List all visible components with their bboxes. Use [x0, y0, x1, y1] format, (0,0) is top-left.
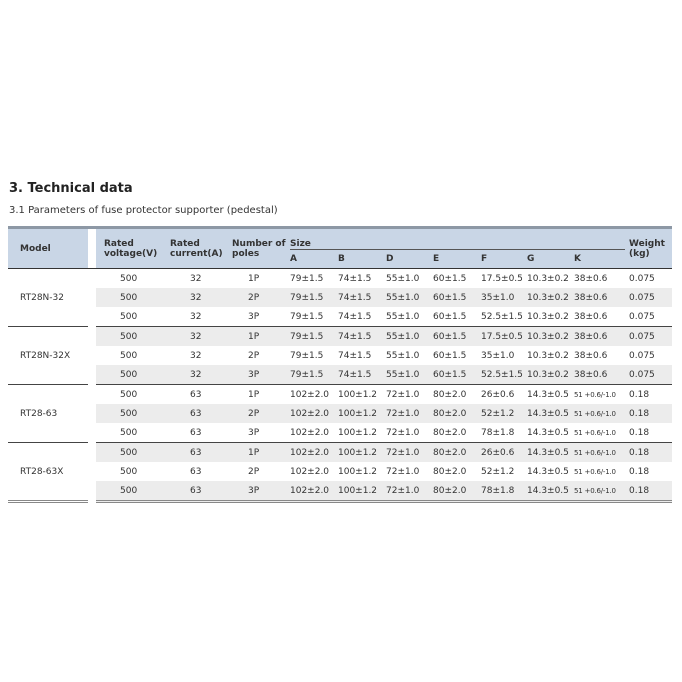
- header-size-g: G: [527, 250, 574, 269]
- header-size-d: D: [386, 250, 433, 269]
- cell: 102±2.0: [290, 481, 338, 502]
- cell: 3P: [232, 307, 290, 327]
- cell: 3P: [232, 423, 290, 443]
- cell: 79±1.5: [290, 327, 338, 347]
- cell: 100±1.2: [338, 443, 386, 463]
- cell: 14.3±0.5: [527, 466, 569, 477]
- cell: 55±1.0: [386, 273, 420, 284]
- cell: 80±2.0: [433, 404, 481, 423]
- cell: 1P: [248, 389, 260, 400]
- cell: 102±2.0: [290, 423, 338, 443]
- table-row: [8, 327, 672, 347]
- technical-data-table: [8, 226, 672, 503]
- cell: 14.3±0.5: [527, 389, 569, 400]
- cell: 52±1.2: [481, 466, 515, 477]
- table-row: [8, 404, 672, 423]
- header-voltage: Rated voltage(V): [96, 228, 166, 269]
- cell: 0.18: [625, 423, 672, 443]
- cell: 35±1.0: [481, 288, 527, 307]
- cell: 32: [166, 365, 232, 385]
- model-cell: RT28N-32: [8, 269, 88, 327]
- cell: 500: [96, 327, 166, 347]
- cell: 500: [96, 288, 166, 307]
- cell: 74±1.5: [338, 307, 386, 327]
- cell: 2P: [232, 288, 290, 307]
- table-row: [8, 462, 672, 481]
- cell: 74±1.5: [338, 365, 386, 385]
- cell: 51 +0.6/-1.0: [574, 390, 616, 399]
- cell: 72±1.0: [386, 466, 420, 477]
- cell: 63: [166, 443, 232, 463]
- cell: 38±0.6: [574, 288, 625, 307]
- cell: 55±1.0: [386, 307, 433, 327]
- cell: 0.075: [629, 350, 655, 361]
- cell: 10.3±0.2: [527, 327, 574, 347]
- cell: 60±1.5: [433, 273, 467, 284]
- cell: 102±2.0: [290, 404, 338, 423]
- cell: 60±1.5: [433, 307, 481, 327]
- cell: 14.3±0.5: [527, 481, 574, 502]
- cell: 72±1.0: [386, 423, 433, 443]
- cell: 72±1.0: [386, 443, 433, 463]
- cell: 32: [190, 350, 202, 361]
- table-row: [8, 307, 672, 327]
- cell: 500: [120, 466, 138, 477]
- cell: 35±1.0: [481, 350, 515, 361]
- cell: 2P: [248, 350, 260, 361]
- cell: 2P: [232, 404, 290, 423]
- cell: 26±0.6: [481, 443, 527, 463]
- cell: 55±1.0: [386, 350, 420, 361]
- cell: 51 +0.6/-1.0: [574, 481, 625, 502]
- cell: 74±1.5: [338, 273, 372, 284]
- table-row: [8, 481, 672, 502]
- cell: 10.3±0.2: [527, 288, 574, 307]
- cell: 10.3±0.2: [527, 365, 574, 385]
- cell: 72±1.0: [386, 389, 420, 400]
- cell: 79±1.5: [290, 288, 338, 307]
- cell: 0.075: [629, 273, 655, 284]
- table-row: [8, 423, 672, 443]
- table-row: [8, 443, 672, 463]
- cell: 100±1.2: [338, 404, 386, 423]
- cell: 78±1.8: [481, 423, 527, 443]
- header-size-b: B: [338, 250, 386, 269]
- table-row: [8, 385, 672, 405]
- header-model: Model: [8, 228, 88, 269]
- cell: 500: [120, 350, 138, 361]
- cell: 3P: [232, 481, 290, 502]
- cell: 500: [120, 389, 138, 400]
- cell: 32: [166, 327, 232, 347]
- table-row: [8, 365, 672, 385]
- cell: 14.3±0.5: [527, 423, 574, 443]
- cell: 102±2.0: [290, 466, 330, 477]
- cell: 52.5±1.5: [481, 365, 527, 385]
- cell: 32: [166, 288, 232, 307]
- cell: 74±1.5: [338, 327, 386, 347]
- cell: 0.18: [625, 443, 672, 463]
- cell: 51 +0.6/-1.0: [574, 404, 625, 423]
- model-cell: RT28-63: [8, 385, 88, 443]
- cell: 60±1.5: [433, 365, 481, 385]
- model-cell: RT28N-32X: [8, 327, 88, 385]
- cell: 102±2.0: [290, 389, 330, 400]
- cell: 32: [190, 273, 202, 284]
- header-size-k: K: [574, 250, 625, 269]
- cell: 14.3±0.5: [527, 443, 574, 463]
- cell: 1P: [248, 273, 260, 284]
- header-weight: Weight (kg): [625, 228, 672, 269]
- header-current: Rated current(A): [166, 228, 232, 269]
- cell: 51 +0.6/-1.0: [574, 423, 625, 443]
- cell: 1P: [232, 443, 290, 463]
- cell: 10.3±0.2: [527, 350, 569, 361]
- cell: 60±1.5: [433, 327, 481, 347]
- cell: 0.18: [629, 466, 650, 477]
- cell: 60±1.5: [433, 288, 481, 307]
- cell: 80±2.0: [433, 389, 467, 400]
- cell: 0.18: [629, 389, 650, 400]
- cell: 79±1.5: [290, 350, 324, 361]
- cell: 63: [166, 481, 232, 502]
- model-cell: RT28-63X: [8, 443, 88, 502]
- cell: 102±2.0: [290, 443, 338, 463]
- section-subtitle: 3.1 Parameters of fuse protector supporter (pedestal): [9, 205, 278, 216]
- cell: 500: [96, 423, 166, 443]
- cell: 0.075: [625, 327, 672, 347]
- cell: 38±0.6: [574, 307, 625, 327]
- cell: 2P: [248, 466, 260, 477]
- cell: 55±1.0: [386, 365, 433, 385]
- table-row: [8, 269, 672, 289]
- cell: 500: [96, 365, 166, 385]
- cell: 500: [96, 443, 166, 463]
- cell: 55±1.0: [386, 327, 433, 347]
- cell: 0.075: [625, 307, 672, 327]
- cell: 500: [120, 273, 138, 284]
- cell: 500: [96, 404, 166, 423]
- cell: 80±2.0: [433, 466, 467, 477]
- cell: 63: [190, 389, 202, 400]
- cell: 63: [166, 423, 232, 443]
- cell: 74±1.5: [338, 288, 386, 307]
- cell: 100±1.2: [338, 389, 378, 400]
- cell: 80±2.0: [433, 423, 481, 443]
- section-title: 3. Technical data: [9, 181, 133, 196]
- header-size: Size: [290, 228, 625, 250]
- cell: 52±1.2: [481, 404, 527, 423]
- cell: 38±0.6: [574, 273, 608, 284]
- cell: 38±0.6: [574, 350, 608, 361]
- cell: 74±1.5: [338, 350, 372, 361]
- cell: 500: [96, 481, 166, 502]
- cell: 3P: [232, 365, 290, 385]
- cell: 79±1.5: [290, 365, 338, 385]
- cell: 100±1.2: [338, 466, 378, 477]
- header-poles: Number of poles: [232, 228, 290, 269]
- cell: 0.18: [625, 404, 672, 423]
- cell: 32: [166, 307, 232, 327]
- cell: 55±1.0: [386, 288, 433, 307]
- cell: 63: [190, 466, 202, 477]
- cell: 14.3±0.5: [527, 404, 574, 423]
- cell: 0.18: [625, 481, 672, 502]
- cell: 500: [96, 307, 166, 327]
- cell: 100±1.2: [338, 481, 386, 502]
- cell: 38±0.6: [574, 327, 625, 347]
- cell: 72±1.0: [386, 404, 433, 423]
- cell: 17.5±0.5: [481, 327, 527, 347]
- cell: 1P: [232, 327, 290, 347]
- cell: 0.075: [625, 288, 672, 307]
- cell: 17.5±0.5: [481, 273, 523, 284]
- cell: 60±1.5: [433, 350, 467, 361]
- cell: 79±1.5: [290, 307, 338, 327]
- cell: 52.5±1.5: [481, 307, 527, 327]
- cell: 10.3±0.2: [527, 307, 574, 327]
- cell: 26±0.6: [481, 389, 515, 400]
- cell: 63: [166, 404, 232, 423]
- header-size-f: F: [481, 250, 527, 269]
- cell: 51 +0.6/-1.0: [574, 443, 625, 463]
- cell: 100±1.2: [338, 423, 386, 443]
- table-row: [8, 288, 672, 307]
- header-size-a: A: [290, 250, 338, 269]
- cell: 0.075: [625, 365, 672, 385]
- cell: 38±0.6: [574, 365, 625, 385]
- cell: 78±1.8: [481, 481, 527, 502]
- cell: 72±1.0: [386, 481, 433, 502]
- cell: 80±2.0: [433, 481, 481, 502]
- cell: 80±2.0: [433, 443, 481, 463]
- cell: 79±1.5: [290, 273, 324, 284]
- header-size-e: E: [433, 250, 481, 269]
- table-row: [8, 346, 672, 365]
- cell: 51 +0.6/-1.0: [574, 467, 616, 476]
- cell: 10.3±0.2: [527, 273, 569, 284]
